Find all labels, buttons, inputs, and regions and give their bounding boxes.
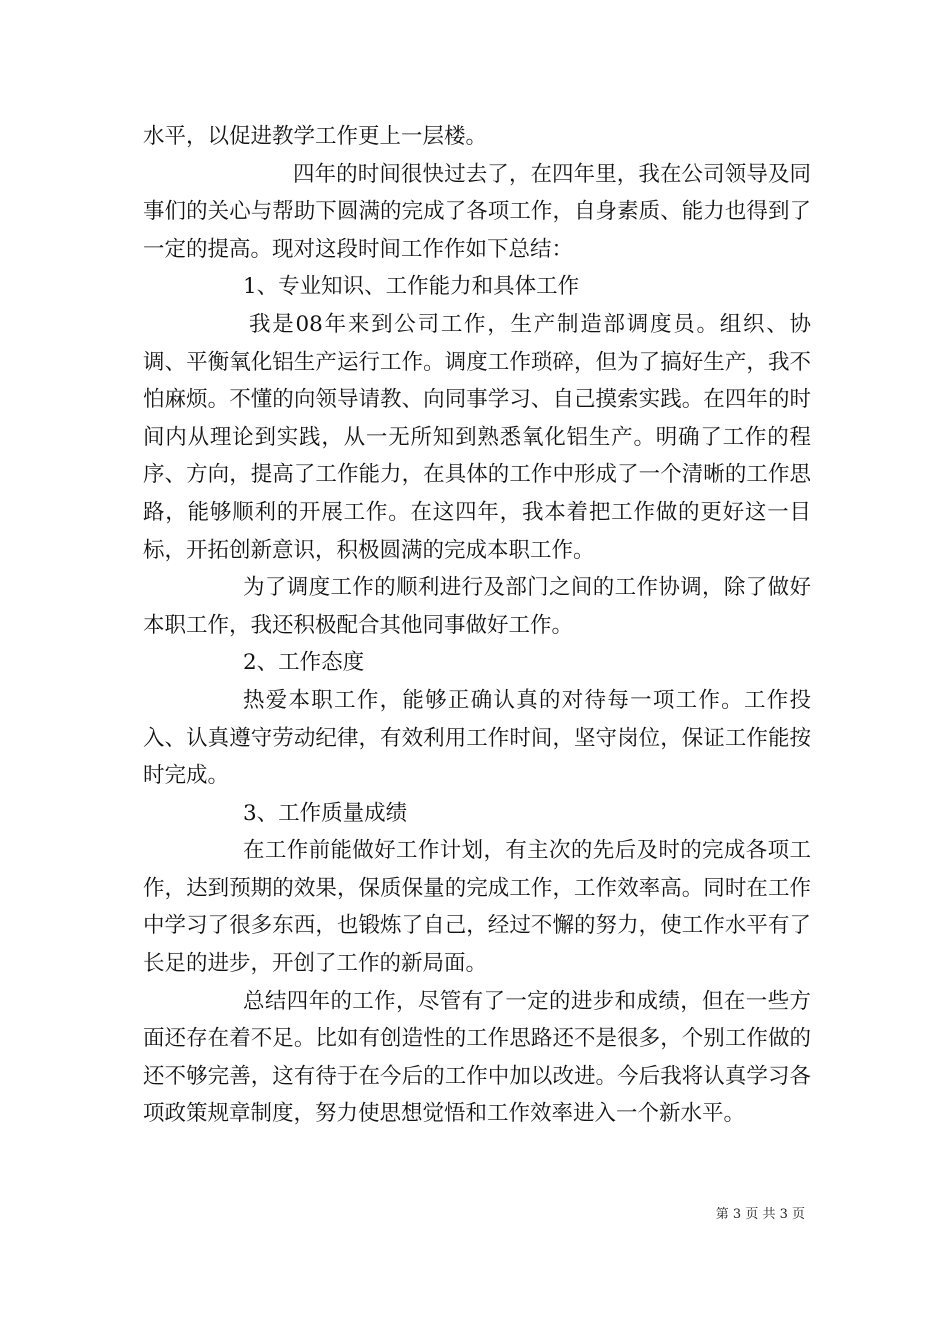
page-number-footer: 第 3 页 共 3 页 [715, 1207, 805, 1222]
body-text [143, 118, 811, 1133]
paragraph-intro: 四年的时间很快过去了，在四年里，我在公司领导及同事们的关心与帮助下圆满的完成了各项工作，自身素质、能力也得到了一定的提高。现对这段时间工作作如下总结： [143, 161, 811, 262]
heading-section-1: 1、专业知识、工作能力和具体工作 [243, 274, 580, 300]
paragraph-summary: 总结四年的工作，尽管有了一定的进步和成绩，但在一些方面还存在着不足。比如有创造性的工作思路还不是很多，个别工作做的还不够完善，这有待于在今后的工作中加以改进。今后我将认真学习各项政策规章制度，努力使思想觉悟和工作效率进入一个新水平。 [143, 988, 811, 1127]
paragraph-section-2: 热爱本职工作，能够正确认真的对待每一项工作。工作投入、认真遵守劳动纪律，有效利用工作时间，坚守岗位，保证工作能按时完成。 [143, 687, 811, 789]
heading-section-3: 3、工作质量成绩 [243, 800, 408, 826]
paragraph-continuation: 水平，以促进教学工作更上一层楼。 [143, 124, 488, 149]
paragraph-section-3: 在工作前能做好工作计划，有主次的先后及时的完成各项工作，达到预期的效果，保质保量的完成工作，工作效率高。同时在工作中学习了很多东西，也锻炼了自己，经过不懈的努力，使工作水平有了长足的进步，开创了工作的新局面。 [143, 838, 811, 977]
paragraph-section-1-extra: 为了调度工作的顺利进行及部门之间的工作协调，除了做好本职工作，我还积极配合其他同事做好工作。 [143, 575, 811, 638]
heading-section-2: 2、工作态度 [243, 650, 365, 676]
paragraph-section-1: 我是08年来到公司工作，生产制造部调度员。组织、协调、平衡氧化铝生产运行工作。调度工作琐碎，但为了搞好生产，我不怕麻烦。不懂的向领导请教、向同事学习、自己摸索实践。在四年的时间内从理论到实践，从一无所知到熟悉氧化铝生产。明确了工作的程序、方向，提高了工作能力，在具体的工作中形成了一个清晰的工作思路，能够顺利的开展工作。在这四年，我本着把工作做的更好这一目标，开拓创新意识，积极圆满的完成本职工作。 [143, 311, 811, 563]
